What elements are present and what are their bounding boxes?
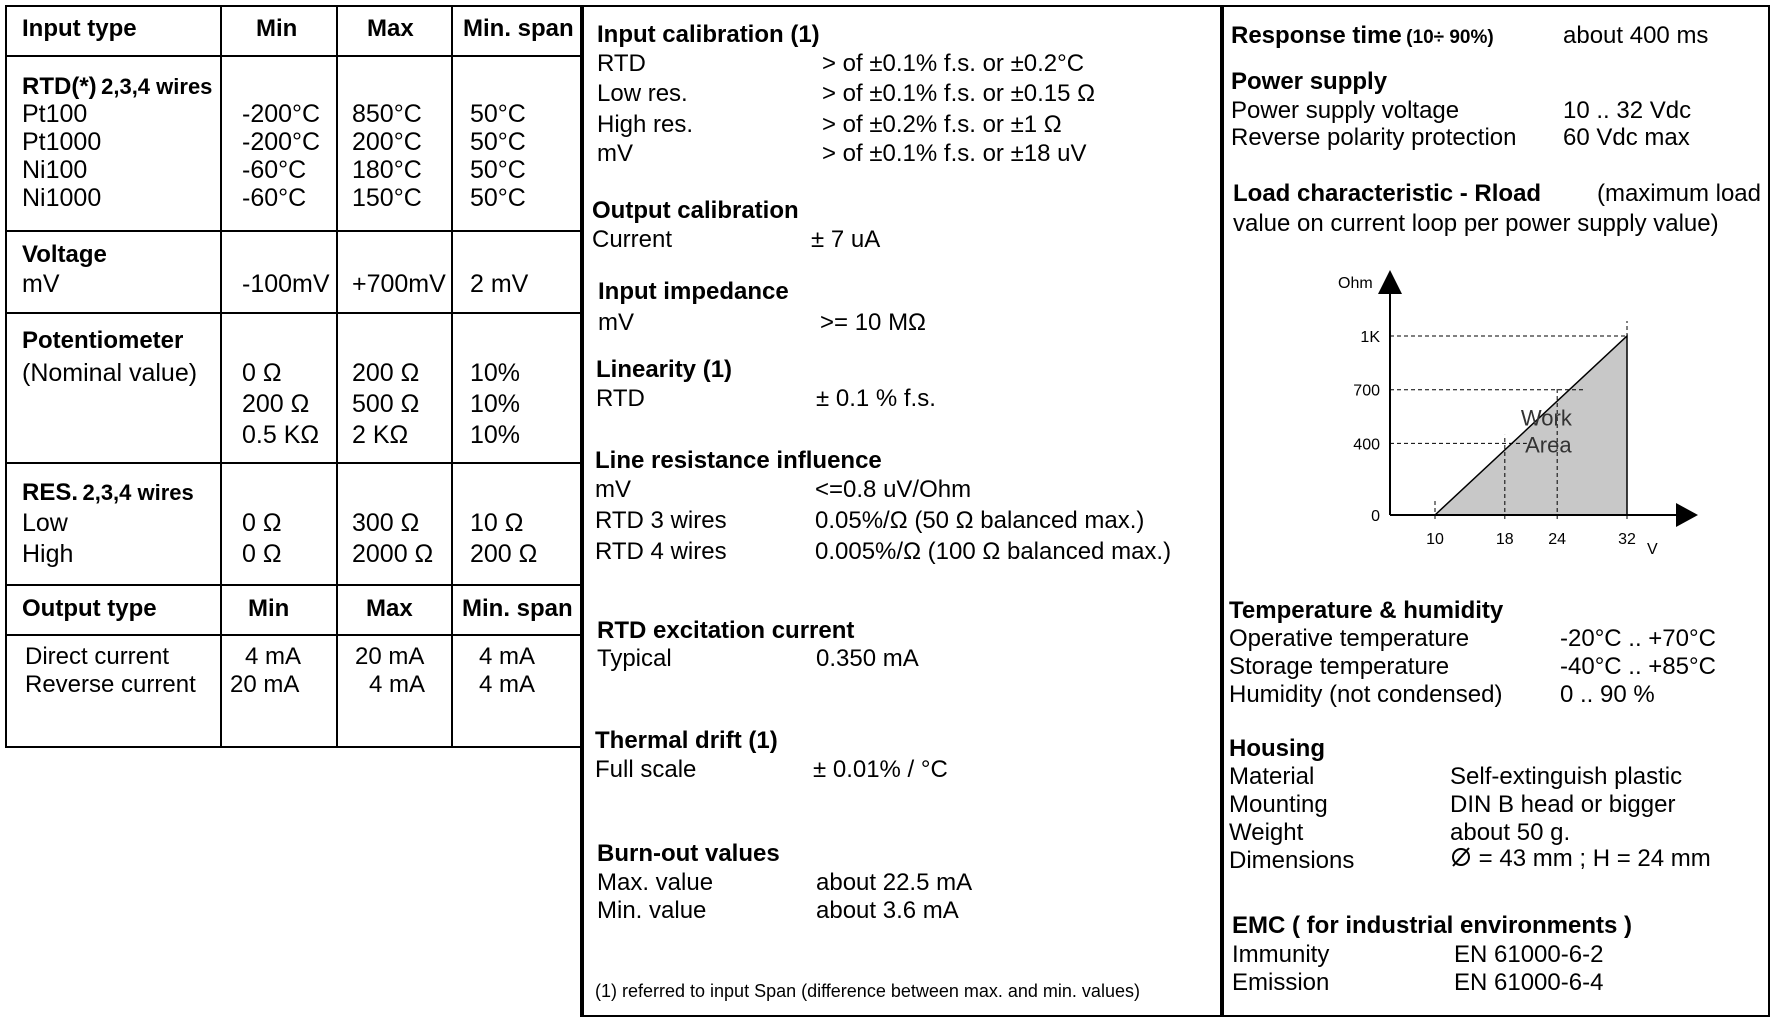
page-border [580,5,1770,7]
header-min-span: Min. span [463,15,574,42]
housing-title: Housing [1229,735,1325,762]
load-desc: (maximum load [1596,180,1761,207]
y-axis-arrow [1378,270,1402,294]
spec-label: Current [592,226,673,253]
voltage-min: -100mV [242,270,330,298]
rtd-max: 180°C [352,156,422,184]
y-axis-label: Ohm [1338,275,1373,292]
rtd-span: 50°C [470,156,526,184]
potentiometer-max: 2 KΩ [352,421,409,449]
x-tick-label: 10 [1426,531,1444,548]
spec-label: RTD [597,50,646,77]
emc-title: EMC ( for industrial environments ) [1232,912,1633,939]
spec-label: Full scale [595,756,697,783]
linearity-title: Linearity (1) [596,356,733,383]
output-calibration-title: Output calibration [592,197,799,224]
res-span: 10 Ω [470,509,524,537]
res-max: 300 Ω [352,509,420,537]
potentiometer-max: 500 Ω [352,390,420,418]
input-calibration-title: Input calibration (1) [597,21,820,48]
header-output-type: Output type [22,595,157,622]
res-title: RES. [22,479,79,506]
spec-label: Emission [1232,969,1330,996]
spec-label: mV [598,309,634,336]
rtd-min: -60°C [242,184,307,212]
spec-value: 0.350 mA [816,645,919,672]
rtd-span: 50°C [470,184,526,212]
load-chart [1320,260,1700,570]
spec-label: High res. [597,111,694,138]
voltage-title: Voltage [22,241,107,268]
dimensions-value: = 43 mm ; H = 24 mm [1472,845,1711,872]
spec-label: Min. value [597,897,707,924]
spec-value: > of ±0.1% f.s. or ±0.2°C [822,50,1085,77]
burn-out-title: Burn-out values [597,840,780,867]
x-axis-arrow [1676,503,1698,527]
power-supply-title: Power supply [1231,68,1388,95]
res-label: High [22,540,74,568]
voltage-label: mV [22,270,60,298]
thermal-drift-title: Thermal drift (1) [595,727,778,754]
y-tick-label: 700 [1353,382,1380,400]
rtd-min: -60°C [242,156,307,184]
spec-label: Mounting [1229,791,1328,818]
rtd-max: 850°C [352,100,422,128]
header-min: Min [248,595,290,622]
potentiometer-min: 200 Ω [242,390,310,418]
spec-label: RTD [596,385,645,412]
input-impedance-title: Input impedance [598,278,789,305]
work-area-label: Area [1525,432,1572,458]
load-characteristic [1233,180,1761,238]
x-axis-label: V [1647,541,1658,558]
rtd-span: 50°C [470,128,526,156]
spec-label: Storage temperature [1229,653,1450,680]
potentiometer-min: 0 Ω [242,359,282,387]
spec-value: > of ±0.2% f.s. or ±1 Ω [822,111,1062,138]
output-max: 20 mA [355,643,425,670]
spec-value: Self-extinguish plastic [1450,763,1683,790]
column-separator [1220,5,1224,1017]
spec-label: Operative temperature [1229,625,1470,652]
spec-value: ± 0.1 % f.s. [816,385,936,412]
response-time-range: (10÷ 90%) [1406,27,1494,48]
output-max: 4 mA [369,671,426,698]
potentiometer-subtitle: (Nominal value) [22,359,198,387]
spec-label: Weight [1229,819,1304,846]
spec-value: > of ±0.1% f.s. or ±0.15 Ω [822,80,1096,107]
spec-value: DIN B head or bigger [1450,791,1676,818]
spec-value: -20°C .. +70°C [1560,625,1716,652]
dimensions-row [1450,845,1711,873]
header-max: Max [366,595,413,622]
line-resistance-title: Line resistance influence [595,447,882,474]
response-time-row [1231,22,1494,50]
spec-label: Immunity [1232,941,1330,968]
rtd-label: Ni1000 [22,184,102,212]
spec-label: Power supply voltage [1231,97,1460,124]
y-tick-label: 400 [1353,436,1380,454]
spec-label: Humidity (not condensed) [1229,681,1503,708]
rtd-label: Pt1000 [22,128,102,156]
rtd-min: -200°C [242,100,321,128]
spec-label: Material [1229,763,1315,790]
spec-value: 10 .. 32 Vdc [1563,97,1692,124]
spec-label: mV [595,476,631,503]
spec-label: Dimensions [1229,847,1355,874]
res-label: Low [22,509,68,537]
response-time-label: Response time [1231,22,1402,49]
rtd-excitation-title: RTD excitation current [597,617,855,644]
voltage-max: +700mV [352,270,446,298]
work-area-label: Work [1520,405,1572,431]
diameter-icon [1450,846,1472,868]
potentiometer-span: 10% [470,359,521,387]
output-span: 4 mA [479,643,536,670]
spec-value: about 50 g. [1450,819,1571,846]
x-tick-label: 32 [1618,531,1636,548]
output-label: Reverse current [25,671,196,698]
header-min-span: Min. span [462,595,573,622]
x-tick-label: 24 [1548,531,1567,548]
temperature-title: Temperature & humidity [1229,597,1504,624]
output-label: Direct current [25,643,170,670]
res-wires: 2,3,4 wires [82,480,194,505]
header-min: Min [256,15,298,42]
y-tick-label: 1K [1360,329,1380,346]
spec-value: about 3.6 mA [816,897,959,924]
spec-label: Typical [597,645,672,672]
spec-value: 0.005%/Ω (100 Ω balanced max.) [815,538,1172,565]
spec-label: Max. value [597,869,714,896]
rtd-min: -200°C [242,128,321,156]
potentiometer-max: 200 Ω [352,359,420,387]
potentiometer-span: 10% [470,390,521,418]
response-time-value: about 400 ms [1563,22,1709,49]
header-max: Max [367,15,414,42]
spec-value: 60 Vdc max [1563,124,1690,151]
rtd-title-row [22,73,212,101]
rtd-max: 200°C [352,128,422,156]
load-desc-2: value on current loop per power supply value) [1233,210,1719,237]
rtd-label: Pt100 [22,100,88,128]
spec-value: 0.05%/Ω (50 Ω balanced max.) [815,507,1145,534]
spec-label: Low res. [597,80,688,107]
output-min: 20 mA [230,671,300,698]
potentiometer-min: 0.5 KΩ [242,421,320,449]
spec-label: RTD 3 wires [595,507,727,534]
res-min: 0 Ω [242,509,282,537]
page-border [1768,5,1770,1017]
rtd-max: 150°C [352,184,422,212]
spec-value: EN 61000-6-2 [1454,941,1604,968]
potentiometer-span: 10% [470,421,521,449]
potentiometer-title: Potentiometer [22,327,184,354]
column-separator [580,5,584,1017]
spec-value: >= 10 MΩ [820,309,926,336]
res-title-row [22,479,194,507]
x-tick-label: 18 [1495,531,1514,548]
output-min: 4 mA [245,643,302,670]
spec-label: mV [597,140,633,167]
y-tick-label: 0 [1371,508,1380,525]
spec-value: about 22.5 mA [816,869,973,896]
page-border [580,1015,1770,1017]
res-max: 2000 Ω [352,540,434,568]
rtd-wires: 2,3,4 wires [101,74,213,99]
output-span: 4 mA [479,671,536,698]
res-span: 200 Ω [470,540,538,568]
spec-label: Reverse polarity protection [1231,124,1517,151]
spec-label: RTD 4 wires [595,538,727,565]
spec-value: > of ±0.1% f.s. or ±18 uV [822,140,1087,167]
spec-value: -40°C .. +85°C [1560,653,1716,680]
rtd-span: 50°C [470,100,526,128]
header-input-type: Input type [22,15,137,42]
rtd-title: RTD(*) [22,73,97,100]
load-title: Load characteristic - Rload [1233,180,1542,207]
spec-value: ± 7 uA [811,226,881,253]
spec-value: EN 61000-6-4 [1454,969,1604,996]
voltage-span: 2 mV [470,270,529,298]
spec-value: ± 0.01% / °C [813,756,948,783]
spec-value: <=0.8 uV/Ohm [815,476,972,503]
res-min: 0 Ω [242,540,282,568]
spec-value: 0 .. 90 % [1560,681,1655,708]
footnote: (1) referred to input Span (difference between max. and min. values) [595,981,1140,1001]
rtd-label: Ni100 [22,156,88,184]
